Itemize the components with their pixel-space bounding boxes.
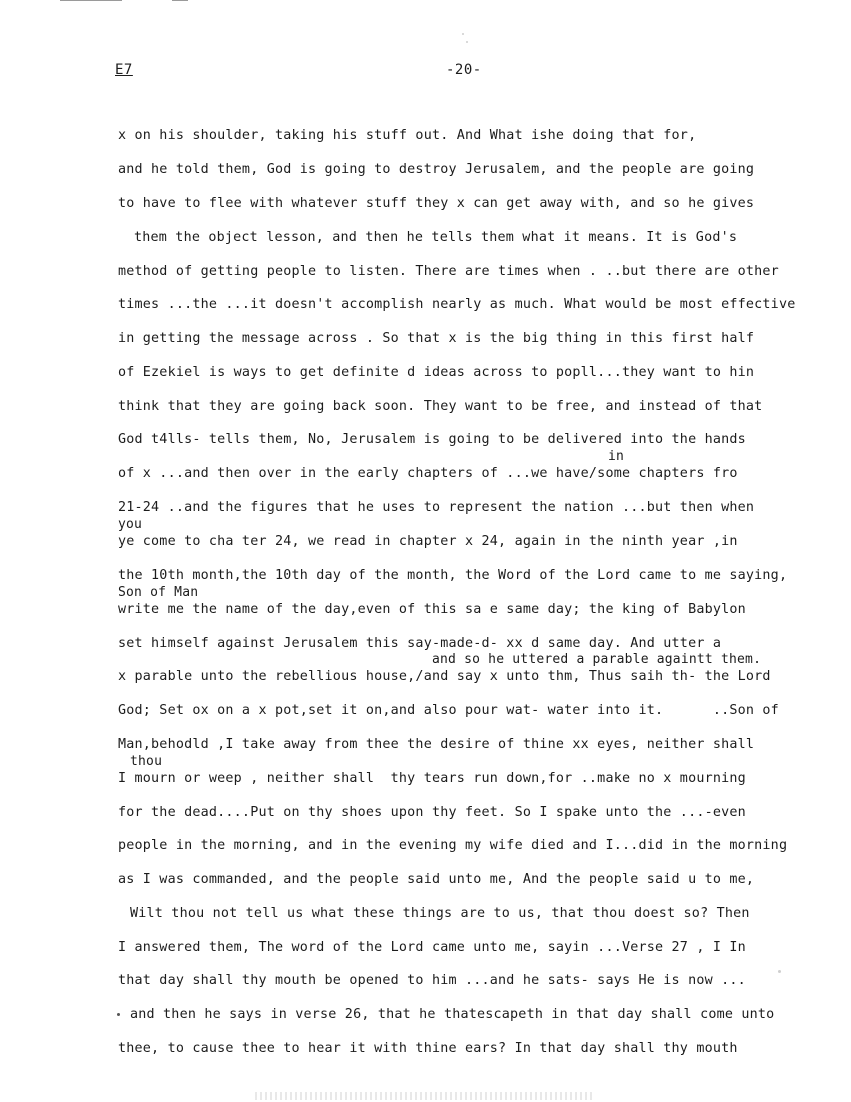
paper-speck <box>117 1013 120 1016</box>
inserted-text: thou <box>130 754 163 769</box>
paper-speck <box>778 970 781 973</box>
inserted-text: and so he uttered a parable againtt them. <box>432 652 762 667</box>
text-line: thee, to cause thee to hear it with thine ears? In that day shall thy mouth <box>118 1041 738 1056</box>
text-line: Man,behodld ,I take away from thee the desire of thine xx eyes, neither shall <box>118 737 755 752</box>
text-line: as I was commanded, and the people said unto me, And the people said u to me, <box>118 872 755 887</box>
top-edge-mark-left <box>60 0 122 1</box>
text-line: in getting the message across . So that x is the big thing in this first half <box>118 331 755 346</box>
text-line: 21-24 ..and the figures that he uses to represent the nation ...but then when <box>118 500 755 515</box>
text-line: and then he says in verse 26, that he thatescapeth in that day shall come unto <box>130 1007 775 1022</box>
text-line: set himself against Jerusalem this say-made-d- xx d same day. And utter a <box>118 636 722 651</box>
text-line: think that they are going back soon. They want to be free, and instead of that <box>118 399 763 414</box>
text-line: the 10th month,the 10th day of the month, the Word of the Lord came to me saying, <box>118 568 788 583</box>
paper-smudge <box>255 1092 595 1100</box>
text-line: x on his shoulder, taking his stuff out. And What ishe doing that for, <box>118 128 697 143</box>
text-line: people in the morning, and in the evening my wife died and I...did in the morning <box>118 838 788 853</box>
text-line: I mourn or weep , neither shall thy tears run down,for ..make no x mourning <box>118 771 746 786</box>
text-line: of x ...and then over in the early chapters of ...we have/some chapters fro <box>118 466 738 481</box>
inserted-text: in <box>608 449 625 464</box>
text-line: Wilt thou not tell us what these things are to us, that thou doest so? Then <box>130 906 750 921</box>
text-line: write me the name of the day,even of this sa e same day; the king of Babylon <box>118 602 746 617</box>
text-line: I answered them, The word of the Lord came unto me, sayin ...Verse 27 , I In <box>118 940 746 955</box>
text-line: for the dead....Put on thy shoes upon thy feet. So I spake unto the ...-even <box>118 805 746 820</box>
inserted-text: Son of Man <box>118 585 199 600</box>
text-line: of Ezekiel is ways to get definite d ideas across to popll...they want to hin <box>118 365 755 380</box>
paper-speck <box>466 41 468 43</box>
text-line: x parable unto the rebellious house,/and say x unto thm, Thus saih th- the Lord <box>118 669 771 684</box>
text-line: God t4lls- tells them, No, Jerusalem is going to be delivered into the hands <box>118 432 746 447</box>
text-line: ye come to cha ter 24, we read in chapter x 24, again in the ninth year ,in <box>118 534 738 549</box>
text-line: method of getting people to listen. There are times when . ..but there are other <box>118 264 779 279</box>
paper-speck <box>462 33 464 35</box>
inserted-text: you <box>118 517 143 532</box>
text-line: times ...the ...it doesn't accomplish nearly as much. What would be most effective <box>118 297 796 312</box>
text-line: God; Set ox on a x pot,set it on,and also pour wat- water into it. ..Son of <box>118 703 779 718</box>
text-line: them the object lesson, and then he tells them what it means. It is God's <box>134 230 738 245</box>
text-line: that day shall thy mouth be opened to him ...and he sats- says He is now ... <box>118 973 746 988</box>
text-line: to have to flee with whatever stuff they x can get away with, and so he gives <box>118 196 755 211</box>
document-code: E7 <box>115 62 133 78</box>
text-line: and he told them, God is going to destroy Jerusalem, and the people are going <box>118 162 755 177</box>
top-edge-mark-right <box>172 0 188 1</box>
page-number: -20- <box>446 62 482 78</box>
